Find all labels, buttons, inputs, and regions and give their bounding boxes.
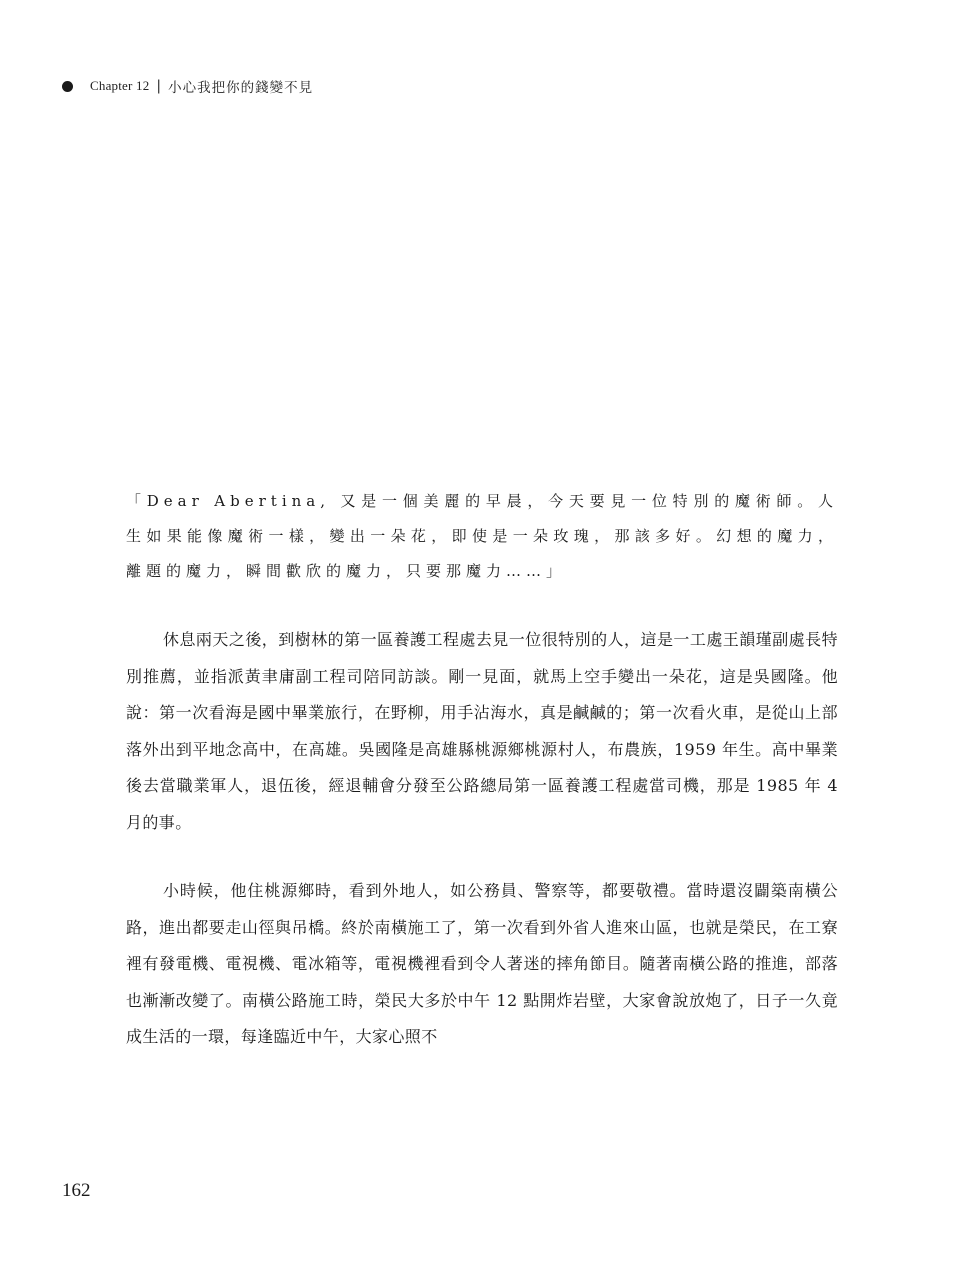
chapter-label: Chapter 12 [90,78,150,93]
body-paragraph-1: 休息兩天之後，到樹林的第一區養護工程處去見一位很特別的人，這是一工處王韻瑾副處長特別推薦，並指派黃聿庸副工程司陪同訪談。剛一見面，就馬上空手變出一朵花，這是吳國隆。他說：第一次看海是國中畢業旅行，在野柳，用手沾海水，真是鹹鹹的；第一次看火車，是從山上部落外出到平地念高中，在高雄。吳國隆是高雄縣桃源鄉桃源村人，布農族，1959 年生。高中畢業後去當職業軍人，退伍後，經退輔會分發至公路總局第一區養護工程處當司機，那是 1985 年 4 月的事。 [126,630,838,832]
running-header [62,74,313,98]
opening-quote: 「Dear Abertina, 又是一個美麗的早晨，今天要見一位特別的魔術師。人生如果能像魔術一樣，變出一朵花，即使是一朵玫瑰，那該多好。幻想的魔力，離題的魔力，瞬間歡欣的魔力，只要那魔力……」 [126,492,838,580]
bullet-icon [62,81,73,92]
page-number: 162 [62,1180,91,1201]
chapter-title: 小心我把你的錢變不見 [168,80,314,96]
header-separator: | [156,78,162,94]
body-paragraph-2: 小時候，他住桃源鄉時，看到外地人，如公務員、警察等，都要敬禮。當時還沒闢築南橫公路，進出都要走山徑與吊橋。終於南橫施工了，第一次看到外省人進來山區，也就是榮民，在工寮裡有發電機、電視機、電冰箱等，電視機裡看到令人著迷的摔角節目。隨著南橫公路的推進，部落也漸漸改變了。南橫公路施工時，榮民大多於中午 12 點開炸岩壁，大家會說放炮了，日子一久竟成生活的一環，每逢臨近中午，大家心照不 [126,881,838,1046]
